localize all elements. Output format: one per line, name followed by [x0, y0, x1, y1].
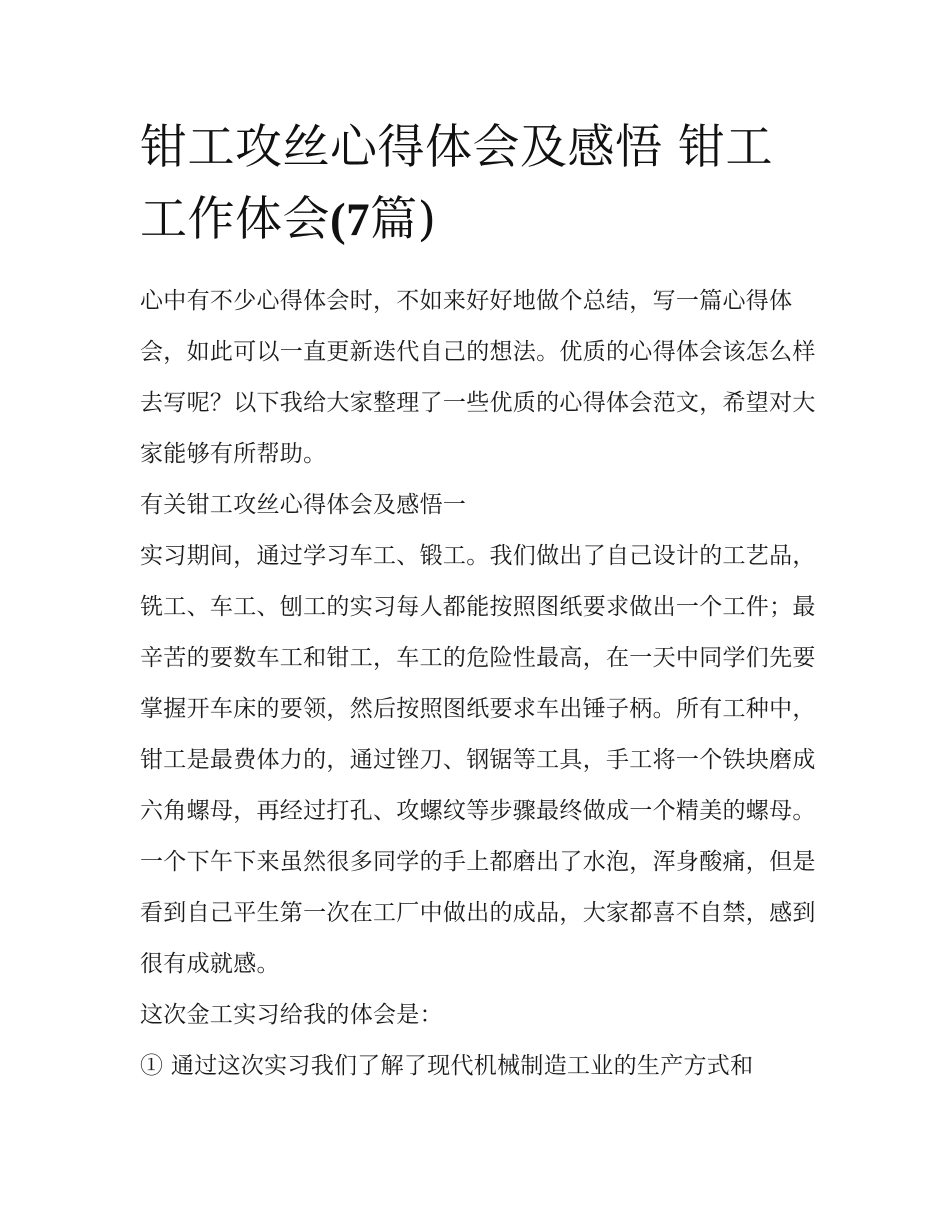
title-suffix: 篇)	[370, 192, 437, 247]
title-text: 钳工攻丝心得体会及感悟 钳工工作体会	[140, 120, 773, 247]
document-title	[140, 112, 820, 256]
section-heading: 有关钳工攻丝心得体会及感悟一	[140, 492, 467, 518]
list-item-1: ① 通过这次实习我们了解了现代机械制造工业的生产方式和	[140, 1053, 754, 1079]
document-body	[140, 276, 820, 1092]
summary-lead: 这次金工实习给我的体会是：	[140, 1002, 443, 1028]
body-paragraph: 实习期间，通过学习车工、锻工。我们做出了自己设计的工艺品，铣工、车工、刨工的实习每人都能按照图纸要求做出一个工件；最辛苦的要数车工和钳工，车工的危险性最高，在一天中同学们先要掌握开车床的要领，然后按照图纸要求车出锤子柄。所有工种中，钳工是最费体力的，通过锉刀、钢锯等工具，手工将一个铁块磨成六角螺母，再经过打孔、攻螺纹等步骤最终做成一个精美的螺母。一个下午下来虽然很多同学的手上都磨出了水泡，浑身酸痛，但是看到自己平生第一次在工厂中做出的成品，大家都喜不自禁，感到很有成就感。	[140, 543, 816, 977]
title-count: (7	[330, 194, 371, 246]
intro-paragraph: 心中有不少心得体会时，不如来好好地做个总结，写一篇心得体会，如此可以一直更新迭代自己的想法。优质的心得体会该怎么样去写呢？以下我给大家整理了一些优质的心得体会范文，希望对大家能够有所帮助。	[140, 288, 816, 467]
